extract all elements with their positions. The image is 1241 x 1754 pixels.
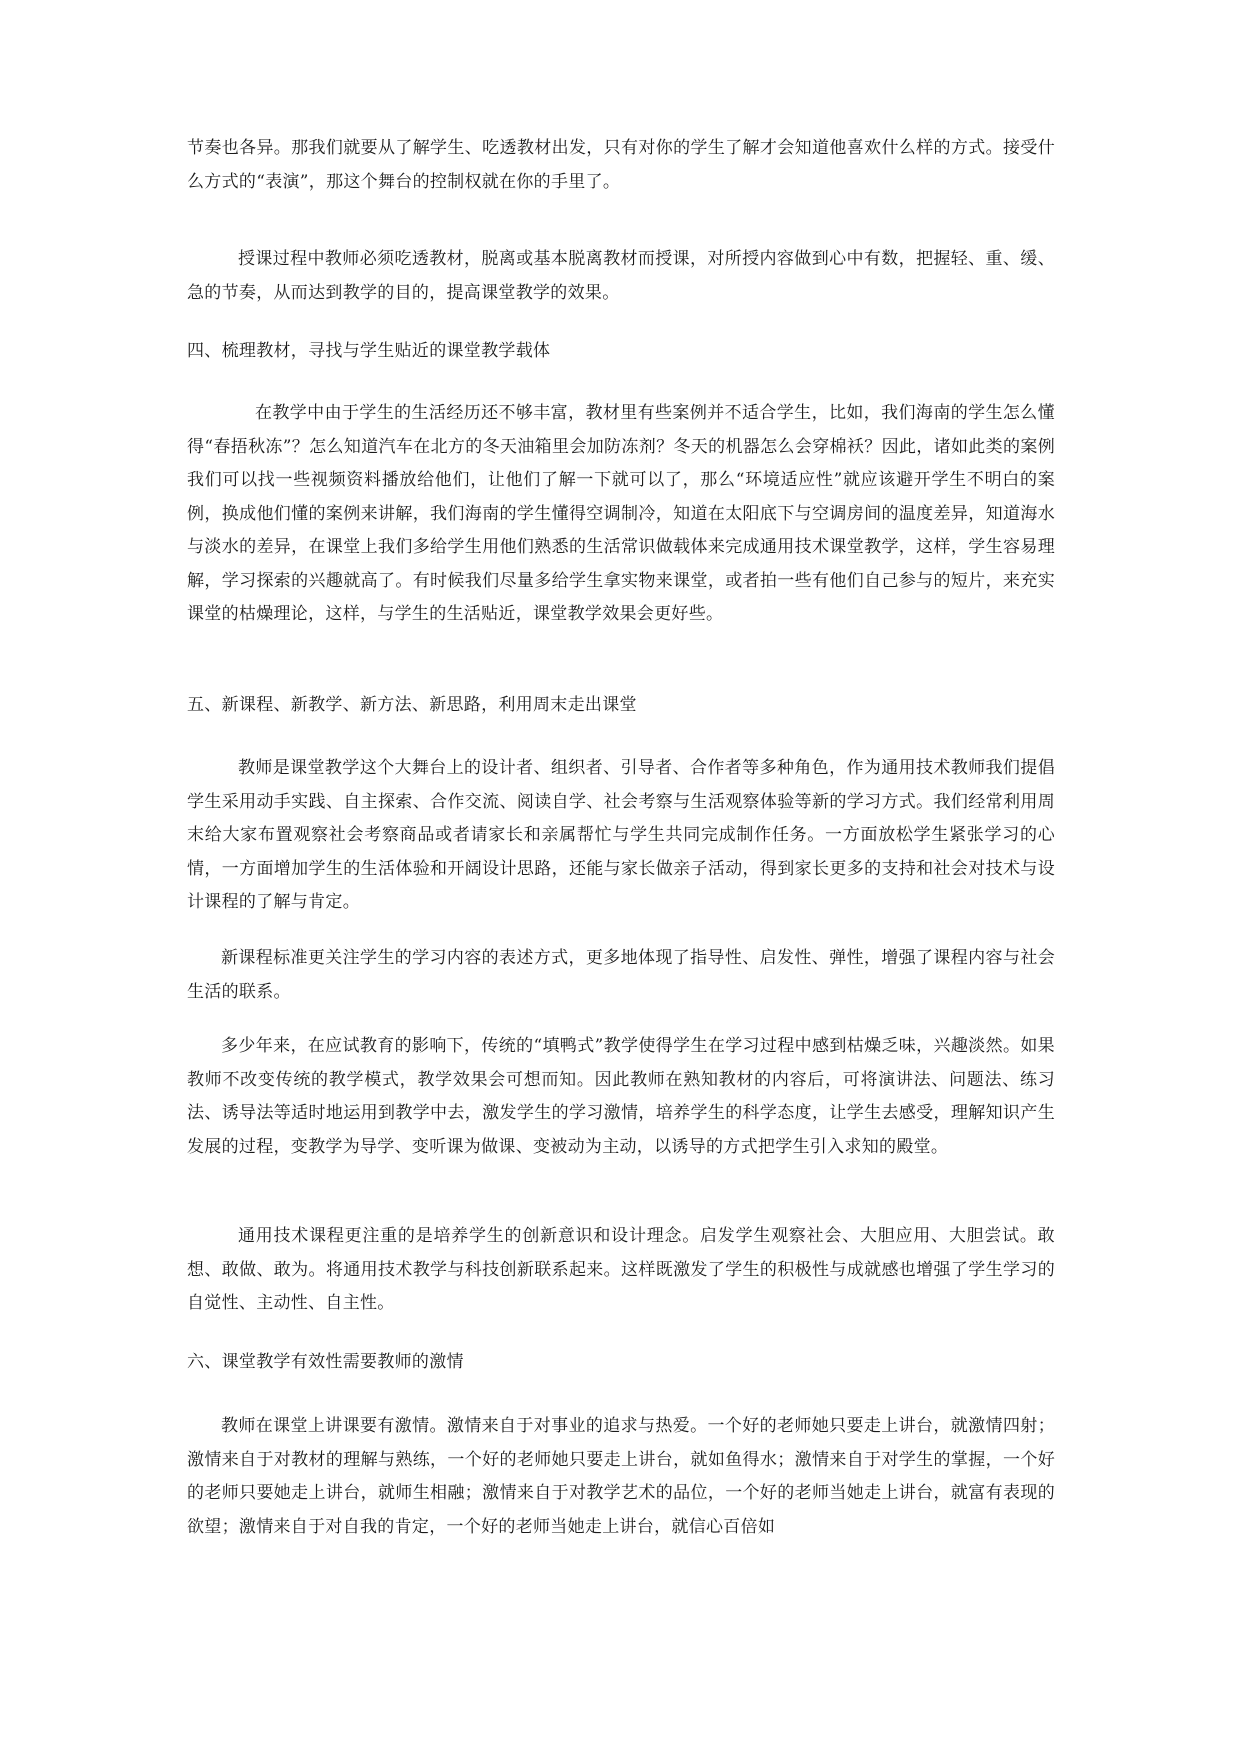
paragraph-teacher-roles: 教师是课堂教学这个大舞台上的设计者、组织者、引导者、合作者等多种角色，作为通用技术教师我们提倡学生采用动手实践、自主探索、合作交流、阅读自学、社会考察与生活观察体验等新的学习方式。我们经常利用周末给大家布置观察社会考察商品或者请家长和亲属帮忙与学生共同完成制作任务。一方面放松学生紧张学习的心情，一方面增加学生的生活体验和开阔设计思路，还能与家长做亲子活动，得到家长更多的支持和社会对技术与设计课程的了解与肯定。: [187, 758, 1055, 912]
paragraph-teaching-material: 授课过程中教师必须吃透教材，脱离或基本脱离教材而授课，对所授内容做到心中有数，把握轻、重、缓、急的节奏，从而达到教学的目的，提高课堂教学的效果。: [187, 249, 1055, 303]
paragraph-traditional-teaching: 多少年来，在应试教育的影响下，传统的“填鸭式”教学使得学生在学习过程中感到枯燥乏味，兴趣淡然。如果教师不改变传统的教学模式，教学效果会可想而知。因此教师在熟知教材的内容后，可将演讲法、问题法、练习法、诱导法等适时地运用到教学中去，激发学生的学习激情，培养学生的科学态度，让学生去感受，理解知识产生发展的过程，变教学为导学、变听课为做课、变被动为主动，以诱导的方式把学生引入求知的殿堂。: [187, 1036, 1055, 1157]
paragraph-continuation: 节奏也各异。那我们就要从了解学生、吃透教材出发，只有对你的学生了解才会知道他喜欢什么样的方式。接受什么方式的“表演”，那这个舞台的控制权就在你的手里了。: [187, 138, 1055, 192]
section-heading-5: 五、新课程、新教学、新方法、新思路，利用周末走出课堂: [187, 695, 637, 715]
section-heading-6: 六、课堂教学有效性需要教师的激情: [187, 1352, 464, 1372]
section-heading-4: 四、梳理教材，寻找与学生贴近的课堂教学载体: [187, 341, 551, 361]
paragraph-teacher-passion: 教师在课堂上讲课要有激情。激情来自于对事业的追求与热爱。一个好的老师她只要走上讲台，就激情四射；激情来自于对教材的理解与熟练，一个好的老师她只要走上讲台，就如鱼得水；激情来自于对学生的掌握，一个好的老师只要她走上讲台，就师生相融；激情来自于对教学艺术的品位，一个好的老师当她走上讲台，就富有表现的欲望；激情来自于对自我的肯定，一个好的老师当她走上讲台，就信心百倍如: [187, 1416, 1055, 1537]
paragraph-life-examples: 在教学中由于学生的生活经历还不够丰富，教材里有些案例并不适合学生，比如，我们海南的学生怎么懂得“春捂秋冻”？怎么知道汽车在北方的冬天油箱里会加防冻剂？冬天的机器怎么会穿棉袄？因此，诸如此类的案例我们可以找一些视频资料播放给他们，让他们了解一下就可以了，那么“环境适应性”就应该避开学生不明白的案例，换成他们懂的案例来讲解，我们海南的学生懂得空调制冷，知道在太阳底下与空调房间的温度差异，知道海水与淡水的差异，在课堂上我们多给学生用他们熟悉的生活常识做载体来完成通用技术课堂教学，这样，学生容易理解，学习探索的兴趣就高了。有时候我们尽量多给学生拿实物来课堂，或者拍一些有他们自己参与的短片，来充实课堂的枯燥理论，这样，与学生的生活贴近，课堂教学效果会更好些。: [187, 403, 1055, 624]
paragraph-innovation: 通用技术课程更注重的是培养学生的创新意识和设计理念。启发学生观察社会、大胆应用、大胆尝试。敢想、敢做、敢为。将通用技术教学与科技创新联系起来。这样既激发了学生的积极性与成就感也增强了学生学习的自觉性、主动性、自主性。: [187, 1226, 1055, 1313]
paragraph-new-standards: 新课程标准更关注学生的学习内容的表述方式，更多地体现了指导性、启发性、弹性，增强了课程内容与社会生活的联系。: [187, 948, 1055, 1002]
